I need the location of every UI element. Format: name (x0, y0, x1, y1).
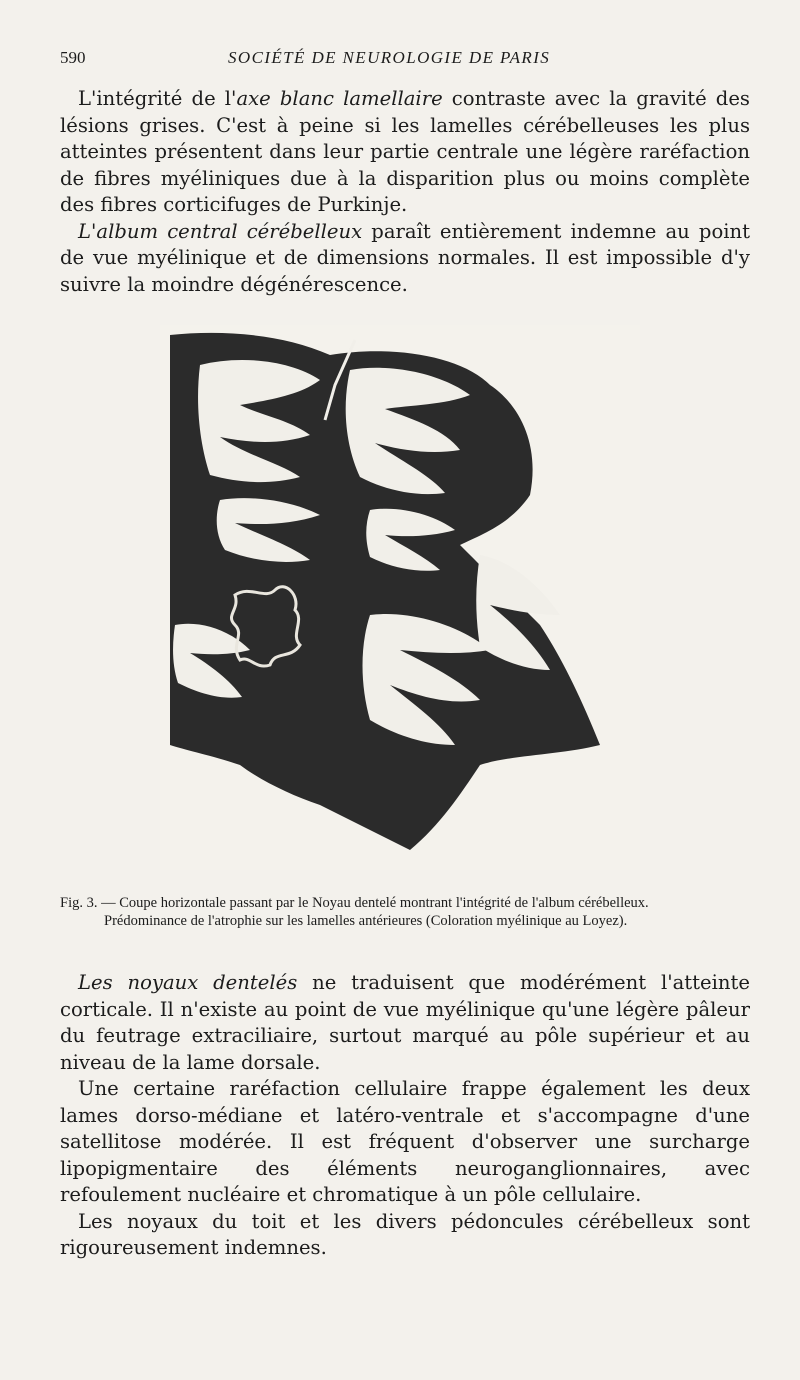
caption-line-1: Fig. 3. — Coupe horizontale passant par le Noyau dentelé montrant l'intégrité de l'album cérébelleux. (60, 895, 649, 911)
paragraph-noyaux-denteles (60, 970, 750, 1076)
running-title: SOCIÉTÉ DE NEUROLOGIE DE PARIS (228, 48, 551, 67)
bottom-text-block (60, 970, 750, 1262)
paragraph-album-central (60, 219, 750, 299)
cerebellum-section-image (160, 325, 640, 870)
emphasis-term: axe blanc lamellaire (236, 87, 443, 110)
paragraph-text: Les noyaux du toit et les divers pédoncules cérébelleux sont rigoureusement indemnes. (60, 1209, 750, 1259)
page-number: 590 (60, 48, 86, 67)
paragraph-text: paraît entièrement indemne au point de vue myélinique et de dimensions normales. Il est impossible d'y suivre la moindre dégénérescence. (60, 219, 751, 296)
emphasis-term: Les noyaux dentelés (78, 971, 298, 994)
paragraph-rarefaction (60, 1076, 750, 1209)
paragraph-text: L'intégrité de l' (78, 87, 237, 110)
emphasis-term: L'album central cérébelleux (78, 219, 363, 243)
paragraph-noyaux-toit (60, 1209, 750, 1262)
paragraph-text: Une certaine raréfaction cellulaire frappe également les deux lames dorso-médiane et latéro-ventrale et s'accompagne d'une satellitose modérée. Il est fréquent d'observer une surcharge lipopigmentaire des éléments neuroganglionnaires, avec refoulement nucléaire et chromatique à un pôle cellulaire. (60, 1077, 750, 1206)
top-text-block (60, 86, 750, 298)
figure-caption (60, 894, 750, 930)
cerebellum-section-photograph (160, 325, 640, 870)
page-header (60, 48, 750, 72)
paragraph-text: contraste avec la gravité des lésions grises. C'est à peine si les lamelles cérébelleuses les plus atteintes présentent dans leur partie centrale une légère raréfaction de fibres myéliniques due à la disparition plus ou moins complète des fibres corticifuges de Purkinje. (60, 87, 750, 216)
paragraph-axe-blanc (60, 86, 750, 219)
paragraph-text: ne traduisent que modérément l'atteinte corticale. Il n'existe au point de vue myélinique qu'une légère pâleur du feutrage extraciliaire, surtout marqué au pôle supérieur et au niveau de la lame dorsale. (60, 971, 750, 1074)
caption-line-2: Prédominance de l'atrophie sur les lamelles antérieures (Coloration myélinique au Loyez). (104, 913, 628, 929)
